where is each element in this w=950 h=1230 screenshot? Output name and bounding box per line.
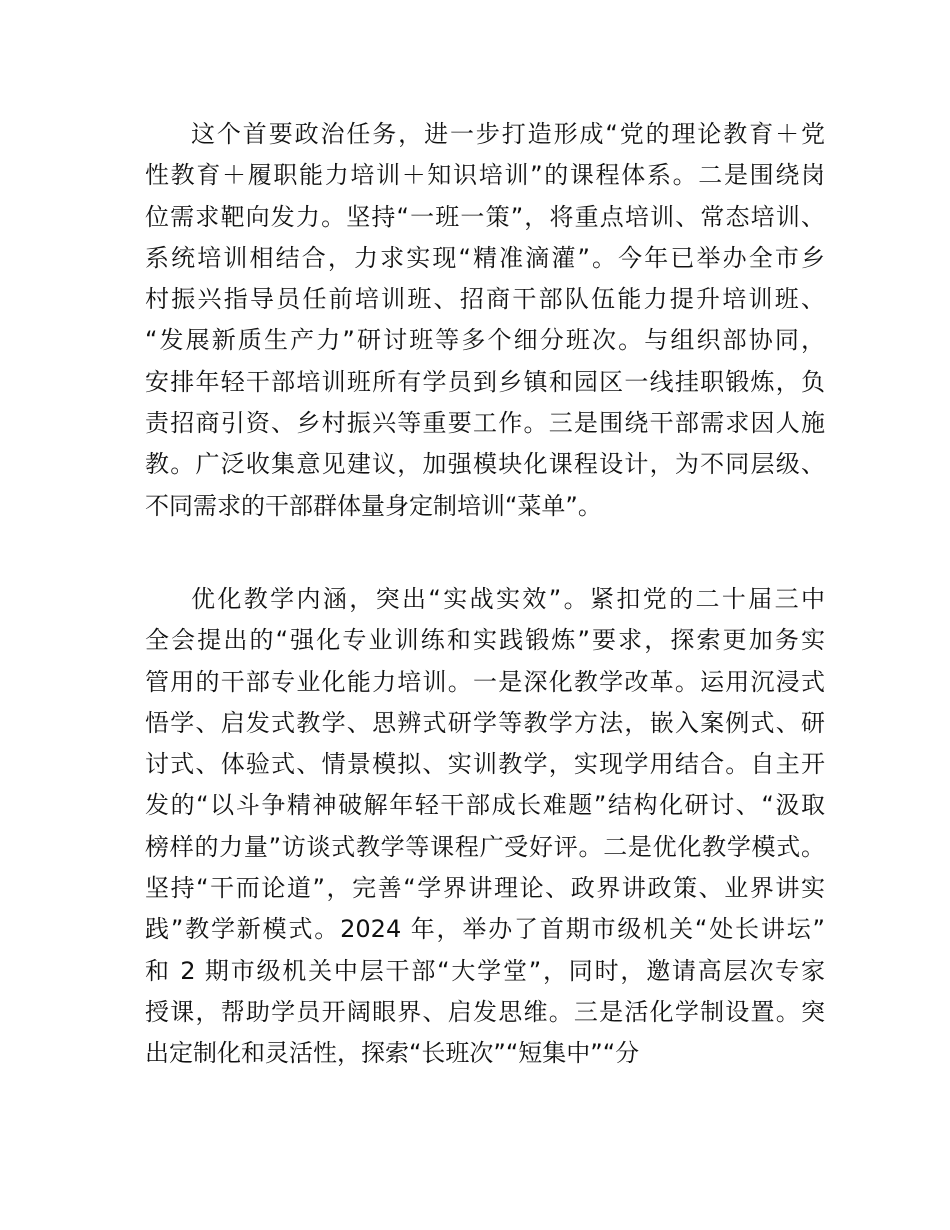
- text-line: 系统培训相结合，力求实现“精准滴灌”。今年已举办全市乡: [145, 243, 825, 272]
- text-line: 和 2 期市级机关中层干部“大学堂”，同时，邀请高层次专家: [145, 956, 825, 985]
- text-line: 坚持“干而论道”，完善“学界讲理论、政界讲政策、业界讲实: [145, 874, 825, 903]
- text-line: 管用的干部专业化能力培训。一是深化教学改革。运用沉浸式: [145, 667, 825, 696]
- text-line: 全会提出的“强化专业训练和实践锻炼”要求，探索更加务实: [145, 626, 825, 655]
- text-line: 讨式、体验式、情景模拟、实训教学，实现学用结合。自主开: [145, 750, 825, 779]
- text-line: 悟学、启发式教学、思辨式研学等教学方法，嵌入案例式、研: [145, 708, 825, 737]
- text-line: 村振兴指导员任前培训班、招商干部队伍能力提升培训班、: [145, 285, 825, 314]
- text-line: 教。广泛收集意见建议，加强模块化课程设计，为不同层级、: [145, 450, 825, 479]
- text-line: 榜样的力量”访谈式教学等课程广受好评。二是优化教学模式。: [145, 832, 825, 861]
- text-line: 不同需求的干部群体量身定制培训“菜单”。: [145, 491, 602, 520]
- text-line: 优化教学内涵，突出“实战实效”。紧扣党的二十届三中: [191, 585, 825, 613]
- paragraph-1: [145, 114, 825, 527]
- text-line: 这个首要政治任务，进一步打造形成“党的理论教育＋党: [191, 120, 825, 148]
- text-line: 性教育＋履职能力培训＋知识培训”的课程体系。二是围绕岗: [145, 161, 825, 190]
- text-line: 责招商引资、乡村振兴等重要工作。三是围绕干部需求因人施: [145, 409, 825, 438]
- text-line: 出定制化和灵活性，探索“长班次”“短集中”“分: [145, 1039, 640, 1068]
- text-line: 践”教学新模式。2024 年，举办了首期市级机关“处长讲坛”: [145, 915, 825, 944]
- paragraph-2: [145, 579, 825, 1075]
- text-line: 发的“以斗争精神破解年轻干部成长难题”结构化研讨、“汲取: [145, 791, 825, 820]
- text-line: 安排年轻干部培训班所有学员到乡镇和园区一线挂职锻炼，负: [145, 367, 825, 396]
- text-line: 位需求靶向发力。坚持“一班一策”，将重点培训、常态培训、: [145, 202, 825, 231]
- text-line: 授课，帮助学员开阔眼界、启发思维。三是活化学制设置。突: [145, 997, 825, 1026]
- text-line: “发展新质生产力”研讨班等多个细分班次。与组织部协同，: [145, 326, 825, 355]
